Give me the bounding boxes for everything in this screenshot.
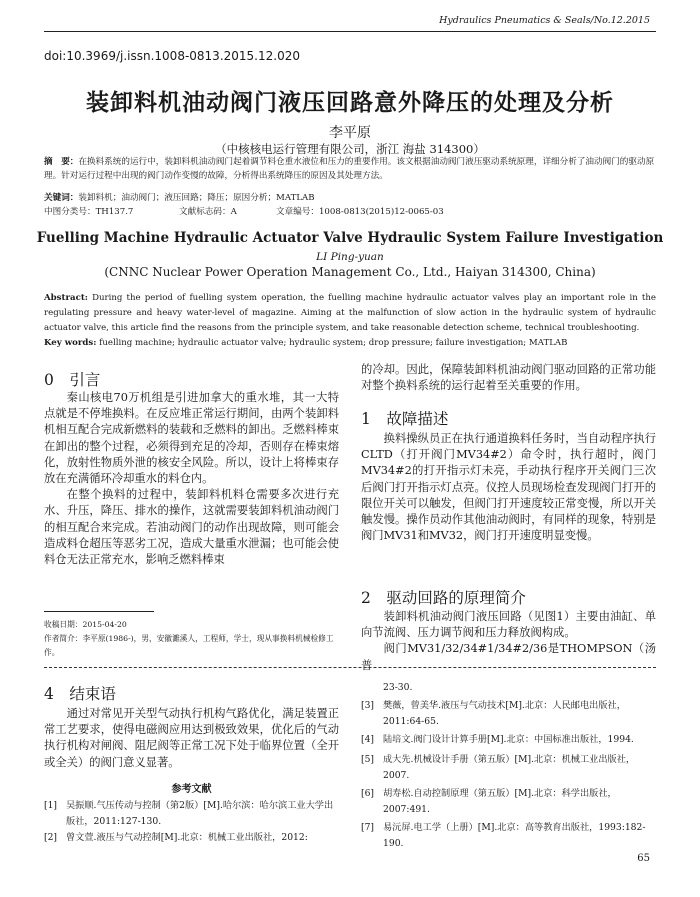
author-affiliation: （中核核电运行管理有限公司，浙江 海盐 314300） — [215, 142, 485, 156]
left-column-body — [44, 390, 339, 568]
running-head: Hydraulics Pneumatics & Seals/No.12.2015 — [439, 15, 650, 26]
reference-text: 易沅屏.电工学（上册）[M].北京：高等教育出版社，1993:182-190. — [383, 822, 646, 849]
reference-number: [7] — [361, 822, 375, 833]
paragraph: 的冷却。因此，保障装卸料机油动阀门驱动回路的正常功能对整个换料系统的运行起着至关重要的作用。 — [361, 363, 656, 393]
class-number: 中图分类号：TH137.7 — [44, 207, 134, 217]
keywords-cn — [44, 191, 315, 203]
abstract-en-text: During the period of fuelling system operation, the fuelling machine hydraulic actuator valves play an important role in the regulating pressure and heavy water-level of magazine. Aiming at the malfunction of slow action in the hydraulic system of hydraulic actuator valve, this article find the reasons from the principle system, and take reasonable detection scheme, technical troubleshooting. — [44, 293, 656, 333]
references-heading: 参考文献 — [171, 784, 212, 795]
reference-item — [361, 752, 656, 783]
footnote — [44, 618, 344, 660]
author-affiliation-en: (CNNC Nuclear Power Operation Management Co., Ltd., Haiyan 314300, China) — [104, 265, 596, 279]
paragraph: 阀门MV31/32/34#1/34#2/36是THOMPSON（汤普 — [361, 642, 656, 672]
abstract-en-label: Abstract: — [44, 293, 88, 303]
keywords-cn-label: 关键词： — [44, 193, 79, 203]
reference-number: [3] — [361, 700, 375, 711]
paragraph: 换料操纵员正在执行通道换料任务时，当自动程序执行CLTD（打开阀门MV34#2）命令时，执行超时，阀门MV34#2的打开指示灯未亮，手动执行程序开关阀门三次后阀门打开指示灯点亮。仪控人员现场检查发现阀门打开的限位开关可以触发，但阀门打开速度较正常变慢，所以开关触发慢。操作员动作其他油动阀时，有同样的现象，特别是阀门MV31和MV32，阀门打开速度明显变慢。 — [361, 432, 656, 543]
reference-number: [6] — [361, 788, 375, 799]
reference-number: [2] — [44, 832, 58, 843]
doi: doi:10.3969/j.issn.1008-0813.2015.12.020 — [44, 49, 300, 63]
page-number: 65 — [637, 853, 650, 864]
fault-description-body — [361, 431, 656, 544]
reference-item — [44, 798, 339, 829]
keywords-cn-text: 装卸料机；油动阀门；液压回路；降压；原因分析；MATLAB — [78, 193, 315, 203]
keywords-en-text: fuelling machine; hydraulic actuator valve; hydraulic system; drop pressure; failure investigation; MATLAB — [96, 338, 568, 348]
abstract-cn-label: 摘 要： — [44, 157, 79, 167]
footnote-author: 作者简介：李平原(1986-)，男，安徽濉溪人，工程师，学士，现从事换料机械检修工作。 — [44, 634, 334, 657]
paragraph: 秦山核电70万机组是引进加拿大的重水堆，其一大特点就是不停堆换料。在反应堆正常运行期间，由两个装卸料机相互配合完成新燃料的装载和乏燃料的卸出。乏燃料棒束在卸出的整个过程，必须得到充足的冷却，否则存在棒束熔化，放射性物质外泄的核安全风险。所以，设计上将棒束存放在充满循环冷却重水的料仓内。 — [44, 391, 339, 486]
article-title-en: Fuelling Machine Hydraulic Actuator Valve Hydraulic System Failure Investigation — [36, 230, 664, 246]
principle-body — [361, 609, 656, 674]
abstract-en — [44, 291, 656, 336]
abstract-cn-text: 在换料系统的运行中，装卸料机油动阀门起着调节料仓重水液位和压力的重要作用。该文根据油动阀门液压驱动系统原理，详细分析了油动阀门的驱动原理。针对运行过程中出现的阀门动作变慢的故障，分析得出系统降压的原因及其处理方法。 — [44, 157, 655, 181]
keywords-en-label: Key words: — [44, 338, 97, 348]
author-name: 李平原 — [329, 125, 371, 141]
reference-text: 曾文萱.液压与气动控制[M].北京：机械工业出版社，2012: — [66, 832, 308, 843]
page-cut-divider — [44, 667, 656, 668]
reference-item — [361, 820, 656, 851]
reference-item — [361, 732, 656, 748]
header-rule — [44, 31, 656, 32]
reference-item — [361, 698, 656, 729]
article-title: 装卸料机油动阀门液压回路意外降压的处理及分析 — [86, 89, 614, 116]
reference-text: 樊薇，曾美华.液压与气动技术[M].北京：人民邮电出版社，2011:64-65. — [383, 700, 626, 727]
section-heading-introduction: 0 引言 — [44, 371, 101, 389]
paragraph: 在整个换料的过程中，装卸料机料仓需要多次进行充水、升压，降压、排水的操作，这就需要装卸料机油动阀门的相互配合来完成。若油动阀门的动作出现故障，则可能会造成料仓超压等恶劣工况，造成大量重水泄漏；也可能会使料仓无法正常充水，影响乏燃料棒束 — [44, 488, 339, 567]
conclusion-body — [44, 706, 339, 771]
paragraph: 通过对常见开关型气动执行机构气路优化，满足装置正常工艺要求，使得电磁阀应用达到极致效果，优化后的气动执行机构对闸阀、阻尼阀等正常工况下处于临界位置（全开或全关）的阀门意义显著。 — [44, 707, 339, 769]
reference-item — [361, 786, 656, 817]
section-heading-fault: 1 故障描述 — [361, 410, 449, 428]
right-column-intro-tail — [361, 362, 656, 394]
reference-text: 陆培文.阀门设计计算手册[M].北京：中国标准出版社，1994. — [383, 734, 634, 745]
article-number: 文章编号：1008-0813(2015)12-0065-03 — [276, 207, 444, 217]
keywords-en — [44, 338, 656, 348]
reference-number: [1] — [44, 800, 58, 811]
reference-text: 23-30. — [383, 682, 413, 693]
reference-text: 吴振顺.气压传动与控制（第2版）[M].哈尔滨：哈尔滨工业大学出版社，2011:127-130. — [66, 800, 334, 827]
reference-number: [4] — [361, 734, 375, 745]
section-heading-conclusion: 4 结束语 — [44, 685, 116, 703]
reference-text: 成大先.机械设计手册（第五版）[M].北京：机械工业出版社，2007. — [383, 754, 636, 781]
document-code: 文献标志码：A — [179, 207, 237, 217]
footnote-received: 收稿日期：2015-04-20 — [44, 620, 127, 629]
reference-number: [5] — [361, 754, 375, 765]
author-name-en: LI Ping-yuan — [316, 251, 384, 263]
reference-text: 胡寿松.自动控制原理（第五版）[M].北京：科学出版社，2007:491. — [383, 788, 617, 815]
section-heading-principle: 2 驱动回路的原理简介 — [361, 589, 526, 607]
footnote-rule — [44, 611, 154, 612]
reference-item — [44, 830, 339, 846]
abstract-cn — [44, 156, 656, 183]
reference-continuation — [361, 680, 656, 696]
paragraph: 装卸料机油动阀门液压回路（见图1）主要由油缸、单向节流阀、压力调节阀和压力释放阀构成。 — [361, 610, 656, 640]
